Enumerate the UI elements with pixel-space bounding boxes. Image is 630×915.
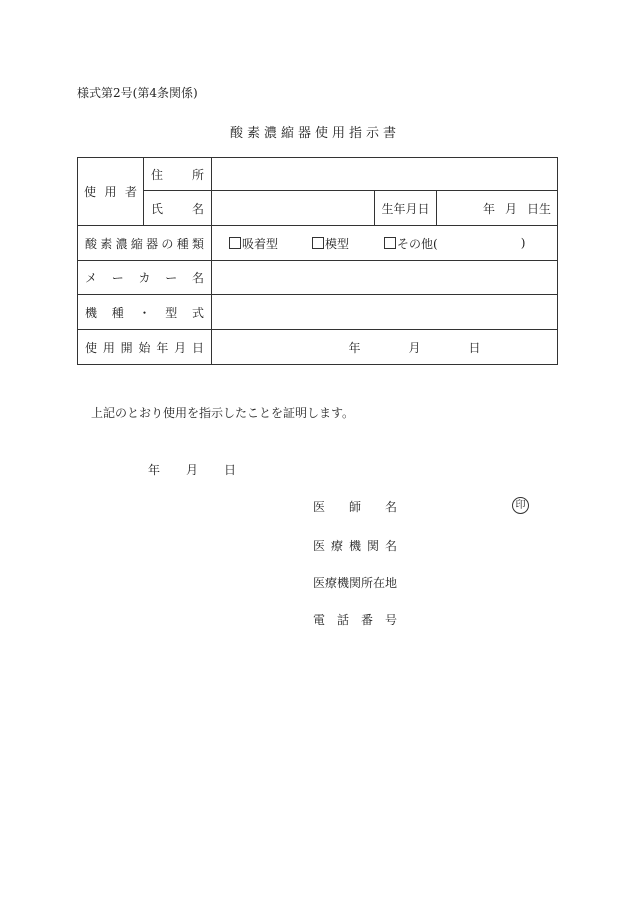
birthdate-field[interactable] [437, 191, 558, 226]
table-row [78, 330, 558, 365]
birthdate-label: 生年月日 [375, 191, 437, 226]
doctor-name-label: 医 師 名 [313, 500, 397, 514]
user-group-cell [78, 158, 144, 226]
table-row [78, 158, 558, 191]
signature-date[interactable] [148, 461, 236, 478]
phone-label: 電 話 番 号 [313, 613, 397, 627]
user-group-label: 使 用 者 [84, 185, 137, 199]
certification-text: 上記のとおり使用を指示したことを証明します。 [91, 406, 355, 420]
start-month: 月 [408, 340, 421, 355]
start-date-label-cell [78, 330, 212, 365]
table-row [78, 226, 558, 261]
model-field[interactable] [212, 295, 558, 330]
table-row [78, 295, 558, 330]
maker-label-cell [78, 261, 212, 295]
address-label-cell [144, 158, 212, 191]
name-label: 氏 名 [151, 201, 204, 216]
option-adsorption[interactable]: 吸着型 [229, 235, 312, 252]
maker-field[interactable] [212, 261, 558, 295]
institution-label: 医 療 機 関 名 [313, 539, 397, 553]
option-model[interactable]: 模型 [312, 235, 384, 252]
start-day: 日 [468, 340, 481, 355]
birthdate-year: 年 [482, 201, 495, 216]
signature-month: 月 [186, 463, 199, 477]
birthdate-suffix: 日生 [527, 201, 552, 216]
model-label: 機 種 ・ 型 式 [85, 305, 204, 320]
birthdate-month: 月 [504, 201, 517, 216]
option-other[interactable]: その他( ) [384, 235, 525, 252]
start-year: 年 [348, 340, 361, 355]
seal-icon: 印 [512, 497, 529, 514]
table-row [78, 261, 558, 295]
signature-year: 年 [148, 463, 161, 477]
concentrator-type-label-cell [78, 226, 212, 261]
start-date-label: 使 用 開 始 年 月 日 [85, 340, 204, 355]
maker-label: メ ー カ ー 名 [85, 271, 204, 285]
address-label: 住 所 [151, 167, 204, 182]
model-label-cell [78, 295, 212, 330]
prescription-table [77, 157, 558, 365]
start-date-field[interactable] [212, 330, 558, 365]
name-label-cell [144, 191, 212, 226]
address-field[interactable] [212, 158, 558, 191]
concentrator-type-label: 酸 素 濃 縮 器 の 種 類 [85, 236, 204, 251]
institution-address-label: 医療機関所在地 [313, 576, 398, 590]
checkbox-icon[interactable] [312, 237, 324, 249]
form-number: 様式第2号(第4条関係) [77, 86, 198, 100]
checkbox-icon[interactable] [229, 237, 241, 249]
name-field[interactable] [212, 191, 375, 226]
concentrator-type-options [212, 226, 558, 261]
checkbox-icon[interactable] [384, 237, 396, 249]
signature-day: 日 [224, 463, 237, 477]
document-title: 酸素濃縮器使用指示書 [229, 126, 400, 141]
table-row [78, 191, 558, 226]
